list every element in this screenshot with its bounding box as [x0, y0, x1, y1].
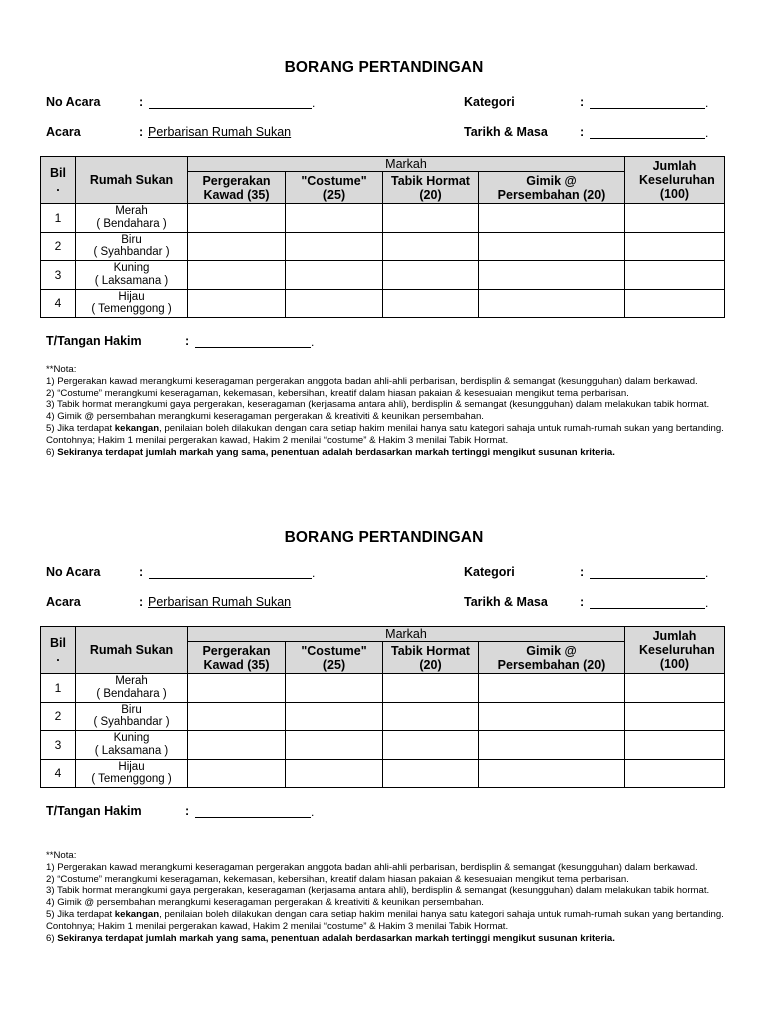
score-cell[interactable]	[188, 232, 286, 261]
score-cell[interactable]	[188, 702, 286, 731]
criteria-header: Gimik @ Persembahan (20)	[479, 642, 625, 674]
field-dot: .	[311, 335, 315, 349]
total-cell[interactable]	[625, 731, 725, 760]
note-item: 2) “Costume” merangkumi keseragaman, kekemasan, kebersihan, kreatif dalam hiasan pakaian & kesesuaian mengikut tema perbarisan.	[46, 873, 629, 885]
score-table	[40, 156, 725, 318]
acara-value: Perbarisan Rumah Sukan	[148, 595, 292, 609]
score-cell[interactable]	[479, 232, 625, 261]
table-row	[41, 232, 725, 261]
field-dot: .	[705, 126, 709, 140]
form-title: BORANG PERTANDINGAN	[284, 529, 484, 546]
note-item: 2) “Costume” merangkumi keseragaman, kekemasan, kebersihan, kreatif dalam hiasan pakaian & kesesuaian mengikut tema perbarisan.	[46, 387, 629, 399]
score-cell[interactable]	[188, 261, 286, 290]
field-dot: .	[311, 805, 315, 819]
score-cell[interactable]	[383, 232, 479, 261]
markah-header: Markah	[188, 627, 625, 642]
score-cell[interactable]	[383, 289, 479, 318]
tarikh-masa-label: Tarikh & Masa	[464, 125, 548, 139]
note-item: 4) Gimik @ persembahan merangkumi keseragaman pergerakan & kreativiti & keunikan persembahan.	[46, 897, 484, 909]
criteria-header: Tabik Hormat (20)	[383, 642, 479, 674]
score-cell[interactable]	[286, 261, 383, 290]
house-name: Merah ( Bendahara )	[76, 674, 188, 703]
row-number: 1	[41, 674, 76, 703]
score-cell[interactable]	[479, 702, 625, 731]
total-cell[interactable]	[625, 759, 725, 788]
row-number: 3	[41, 261, 76, 290]
score-table	[40, 626, 725, 788]
colon: :	[580, 95, 585, 109]
tarikh-masa-label: Tarikh & Masa	[464, 595, 548, 609]
no-acara-field[interactable]	[149, 566, 312, 579]
signature-field[interactable]	[195, 805, 311, 818]
rumah-sukan-header: Rumah Sukan	[76, 157, 188, 204]
criteria-header: Pergerakan Kawad (35)	[188, 642, 286, 674]
criteria-header: "Costume" (25)	[286, 172, 383, 204]
no-acara-label: No Acara	[46, 95, 101, 109]
score-cell[interactable]	[479, 759, 625, 788]
notes	[46, 364, 726, 458]
score-cell[interactable]	[383, 702, 479, 731]
criteria-header: "Costume" (25)	[286, 642, 383, 674]
notes	[46, 850, 726, 944]
score-cell[interactable]	[286, 731, 383, 760]
score-cell[interactable]	[479, 674, 625, 703]
colon: :	[139, 95, 144, 109]
score-cell[interactable]	[286, 759, 383, 788]
table-row	[41, 702, 725, 731]
acara-label: Acara	[46, 595, 81, 609]
field-dot: .	[312, 566, 316, 580]
colon: :	[139, 565, 144, 579]
score-cell[interactable]	[286, 204, 383, 233]
score-cell[interactable]	[188, 204, 286, 233]
note-item: 6) Sekiranya terdapat jumlah markah yang sama, penentuan adalah berdasarkan markah tertinggi mengikut susunan kriteria.	[46, 446, 615, 458]
markah-header: Markah	[188, 157, 625, 172]
score-cell[interactable]	[188, 674, 286, 703]
table-row	[41, 261, 725, 290]
house-name: Kuning ( Laksamana )	[76, 261, 188, 290]
table-row	[41, 204, 725, 233]
house-name: Hijau ( Temenggong )	[76, 759, 188, 788]
score-cell[interactable]	[188, 731, 286, 760]
jumlah-header: Jumlah Keseluruhan (100)	[625, 157, 725, 204]
row-number: 1	[41, 204, 76, 233]
colon: :	[580, 565, 585, 579]
note-item: 1) Pergerakan kawad merangkumi keseragaman pergerakan anggota badan ahli-ahli perbarisan, berdisplin & semangat (kesungguhan) dalam berkawad.	[46, 861, 698, 873]
criteria-header: Tabik Hormat (20)	[383, 172, 479, 204]
score-cell[interactable]	[383, 731, 479, 760]
table-row	[41, 731, 725, 760]
total-cell[interactable]	[625, 674, 725, 703]
score-cell[interactable]	[286, 289, 383, 318]
rumah-sukan-header: Rumah Sukan	[76, 627, 188, 674]
form-title: BORANG PERTANDINGAN	[284, 59, 484, 76]
row-number: 4	[41, 759, 76, 788]
signature-label: T/Tangan Hakim	[46, 334, 142, 348]
kategori-field[interactable]	[590, 566, 705, 579]
house-name: Biru ( Syahbandar )	[76, 702, 188, 731]
total-cell[interactable]	[625, 289, 725, 318]
row-number: 2	[41, 232, 76, 261]
field-dot: .	[312, 96, 316, 110]
no-acara-field[interactable]	[149, 96, 312, 109]
note-item: 5) Jika terdapat kekangan, penilaian boleh dilakukan dengan cara setiap hakim menilai hanya satu kategori sahaja untuk rumah-rumah sukan yang bertanding. Contohnya; Hakim 1 menilai pergerakan kawad, Hakim 2 menilai “costume” & Hakim 3 menilai Tabik Hormat.	[46, 422, 724, 446]
kategori-label: Kategori	[464, 565, 515, 579]
colon: :	[139, 125, 144, 139]
colon: :	[580, 595, 585, 609]
table-row	[41, 674, 725, 703]
row-number: 2	[41, 702, 76, 731]
table-row	[41, 759, 725, 788]
table-row	[41, 289, 725, 318]
notes-heading: **Nota:	[46, 850, 77, 861]
note-item: 1) Pergerakan kawad merangkumi keseragaman pergerakan anggota badan ahli-ahli perbarisan, berdisplin & semangat (kesungguhan) dalam berkawad.	[46, 375, 698, 387]
total-cell[interactable]	[625, 204, 725, 233]
bil-header: Bil .	[41, 157, 76, 204]
kategori-field[interactable]	[590, 96, 705, 109]
total-cell[interactable]	[625, 261, 725, 290]
signature-label: T/Tangan Hakim	[46, 804, 142, 818]
colon: :	[185, 804, 190, 818]
tarikh-masa-field[interactable]	[590, 126, 705, 139]
note-item: 3) Tabik hormat merangkumi gaya pergerakan, keseragaman (kerjasama antara ahli), berdisplin & semangat (kesungguhan) dalam melakukan tabik hormat.	[46, 885, 710, 897]
house-name: Kuning ( Laksamana )	[76, 731, 188, 760]
row-number: 3	[41, 731, 76, 760]
score-cell[interactable]	[479, 261, 625, 290]
acara-value: Perbarisan Rumah Sukan	[148, 125, 292, 139]
note-item: 4) Gimik @ persembahan merangkumi keseragaman pergerakan & kreativiti & keunikan persembahan.	[46, 411, 484, 423]
score-cell[interactable]	[286, 702, 383, 731]
row-number: 4	[41, 289, 76, 318]
score-cell[interactable]	[479, 204, 625, 233]
field-dot: .	[705, 566, 709, 580]
score-cell[interactable]	[383, 261, 479, 290]
colon: :	[185, 334, 190, 348]
house-name: Hijau ( Temenggong )	[76, 289, 188, 318]
signature-field[interactable]	[195, 335, 311, 348]
tarikh-masa-field[interactable]	[590, 596, 705, 609]
bil-header: Bil .	[41, 627, 76, 674]
house-name: Merah ( Bendahara )	[76, 204, 188, 233]
score-cell[interactable]	[188, 289, 286, 318]
score-cell[interactable]	[383, 674, 479, 703]
criteria-header: Gimik @ Persembahan (20)	[479, 172, 625, 204]
acara-label: Acara	[46, 125, 81, 139]
colon: :	[139, 595, 144, 609]
note-item: 5) Jika terdapat kekangan, penilaian boleh dilakukan dengan cara setiap hakim menilai hanya satu kategori sahaja untuk rumah-rumah sukan yang bertanding. Contohnya; Hakim 1 menilai pergerakan kawad, Hakim 2 menilai “costume” & Hakim 3 menilai Tabik Hormat.	[46, 908, 724, 932]
score-cell[interactable]	[188, 759, 286, 788]
colon: :	[580, 125, 585, 139]
note-item: 3) Tabik hormat merangkumi gaya pergerakan, keseragaman (kerjasama antara ahli), berdisplin & semangat (kesungguhan) dalam melakukan tabik hormat.	[46, 399, 710, 411]
score-cell[interactable]	[286, 674, 383, 703]
field-dot: .	[705, 96, 709, 110]
score-cell[interactable]	[383, 204, 479, 233]
kategori-label: Kategori	[464, 95, 515, 109]
house-name: Biru ( Syahbandar )	[76, 232, 188, 261]
field-dot: .	[705, 596, 709, 610]
jumlah-header: Jumlah Keseluruhan (100)	[625, 627, 725, 674]
score-cell[interactable]	[383, 759, 479, 788]
score-cell[interactable]	[286, 232, 383, 261]
score-cell[interactable]	[479, 289, 625, 318]
score-cell[interactable]	[479, 731, 625, 760]
notes-heading: **Nota:	[46, 364, 77, 375]
note-item: 6) Sekiranya terdapat jumlah markah yang sama, penentuan adalah berdasarkan markah tertinggi mengikut susunan kriteria.	[46, 932, 615, 944]
criteria-header: Pergerakan Kawad (35)	[188, 172, 286, 204]
total-cell[interactable]	[625, 702, 725, 731]
no-acara-label: No Acara	[46, 565, 101, 579]
total-cell[interactable]	[625, 232, 725, 261]
